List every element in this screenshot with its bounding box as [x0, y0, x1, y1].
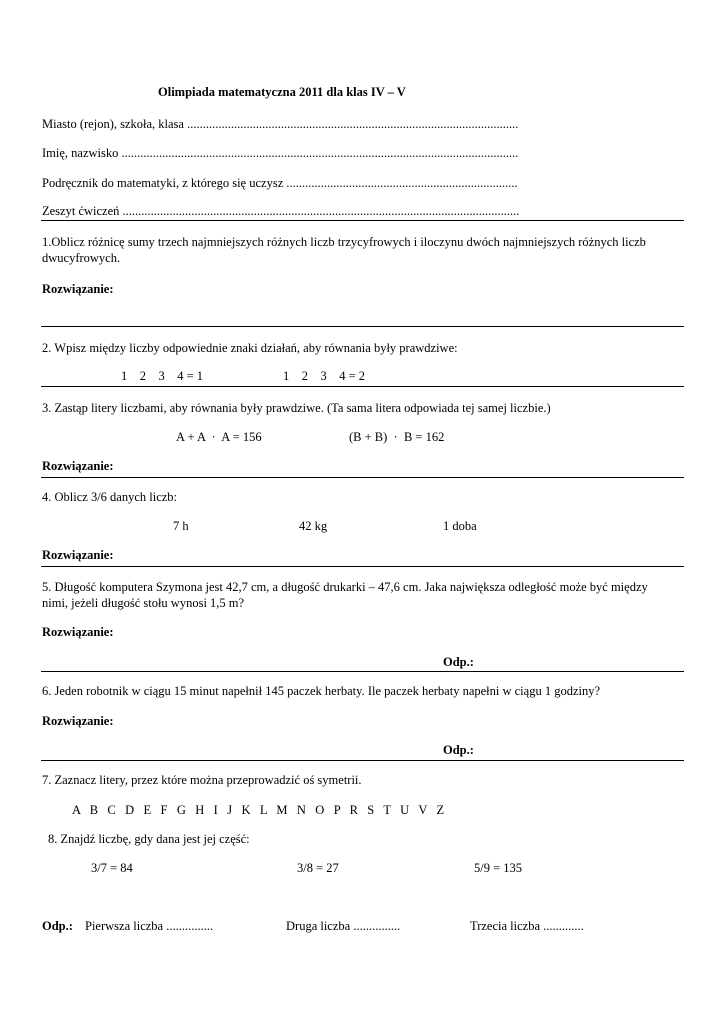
q8-item-1: 3/7 = 84	[91, 861, 133, 875]
q8-item-2: 3/8 = 27	[297, 861, 339, 875]
q8-text: 8. Znajdź liczbę, gdy dana jest jej część:	[48, 832, 250, 846]
divider	[41, 566, 684, 567]
divider	[41, 220, 684, 221]
q8-answer-third[interactable]: Trzecia liczba .............	[470, 919, 584, 933]
q2-equation-2: 1 2 3 4 = 2	[283, 369, 366, 383]
divider	[41, 386, 684, 387]
q7-letters[interactable]: A B C D E F G H I J K L M N O P R S T U V Z	[72, 803, 445, 817]
q8-answer-first[interactable]: Pierwsza liczba ...............	[85, 919, 214, 933]
name-field[interactable]: Imię, nazwisko ...............................................................................................................................	[42, 146, 519, 160]
q6-solution-label: Rozwiązanie:	[42, 714, 114, 728]
q8-item-3: 5/9 = 135	[474, 861, 523, 875]
q2-text: 2. Wpisz między liczby odpowiednie znaki działań, aby równania były prawdziwe:	[42, 341, 458, 355]
q1-text-line1: 1.Oblicz różnicę sumy trzech najmniejszych różnych liczb trzycyfrowych i iloczynu dwóch najmniejszych różnych liczb	[42, 235, 646, 249]
city-school-field[interactable]: Miasto (rejon), szkoła, klasa ..........................................................................................................	[42, 117, 519, 131]
q8-answer-label: Odp.:	[42, 919, 73, 933]
q2-equation-1: 1 2 3 4 = 1	[121, 369, 204, 383]
divider	[41, 326, 684, 327]
q4-text: 4. Oblicz 3/6 danych liczb:	[42, 490, 178, 504]
textbook-field[interactable]: Podręcznik do matematyki, z którego się uczysz ..........................................................................	[42, 176, 518, 190]
q6-text: 6. Jeden robotnik w ciągu 15 minut napełnił 145 paczek herbaty. Ile paczek herbaty napełni w ciągu 1 godziny?	[42, 684, 601, 698]
q7-text: 7. Zaznacz litery, przez które można przeprowadzić oś symetrii.	[42, 773, 362, 787]
q4-item-kg: 42 kg	[299, 519, 328, 533]
q5-solution-label: Rozwiązanie:	[42, 625, 114, 639]
q5-text-line2: nimi, jeżeli długość stołu wynosi 1,5 m?	[42, 596, 245, 610]
page-title: Olimpiada matematyczna 2011 dla klas IV – V	[158, 85, 406, 99]
q3-solution-label: Rozwiązanie:	[42, 459, 114, 473]
q1-solution-label: Rozwiązanie:	[42, 282, 114, 296]
q4-item-hours: 7 h	[173, 519, 189, 533]
q8-answer-second[interactable]: Druga liczba ...............	[286, 919, 401, 933]
q1-text-line2: dwucyfrowych.	[42, 251, 121, 265]
q6-answer-label: Odp.:	[443, 743, 474, 757]
q5-text-line1: 5. Długość komputera Szymona jest 42,7 cm, a długość drukarki – 47,6 cm. Jaka największa odległość może być między	[42, 580, 648, 594]
workbook-field[interactable]: Zeszyt ćwiczeń ...............................................................................................................................	[42, 204, 520, 218]
q4-item-day: 1 doba	[443, 519, 477, 533]
divider	[41, 477, 684, 478]
q3-equation-1: A + A · A = 156	[176, 430, 262, 444]
q3-text: 3. Zastąp litery liczbami, aby równania były prawdziwe. (Ta sama litera odpowiada tej samej liczbie.)	[42, 401, 551, 415]
q5-answer-label: Odp.:	[443, 655, 474, 669]
divider	[41, 671, 684, 672]
q3-equation-2: (B + B) · B = 162	[349, 430, 445, 444]
q4-solution-label: Rozwiązanie:	[42, 548, 114, 562]
divider	[41, 760, 684, 761]
